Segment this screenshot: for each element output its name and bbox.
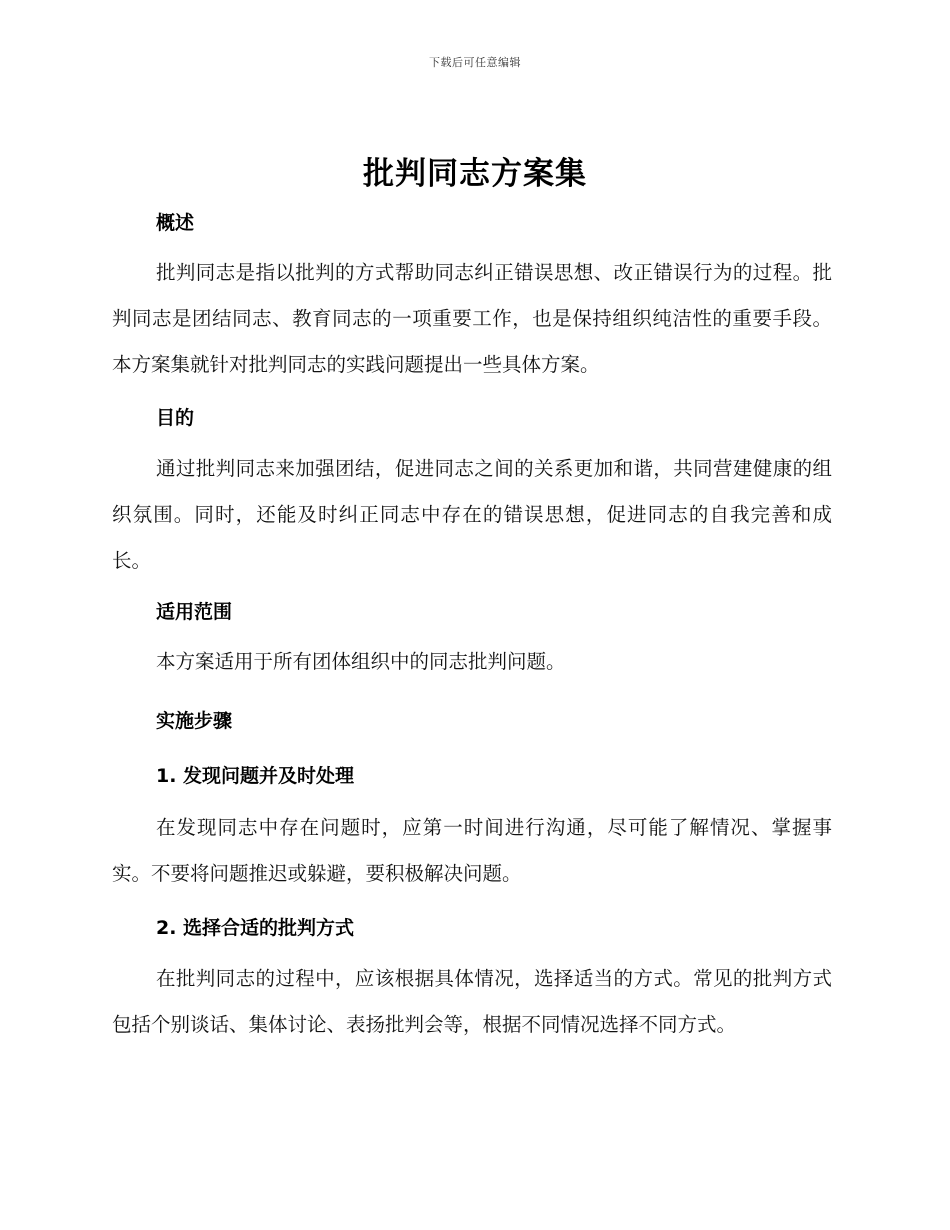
heading-purpose: 目的	[156, 407, 195, 429]
heading-steps: 实施步骤	[156, 710, 233, 732]
heading-step-1: 1. 发现问题并及时处理	[156, 765, 355, 787]
page-title: 批判同志方案集	[363, 156, 587, 192]
heading-overview: 概述	[156, 212, 195, 234]
header-note: 下载后可任意编辑	[429, 56, 521, 69]
paragraph-purpose: 通过批判同志来加强团结，促进同志之间的关系更加和谐，共同营建健康的组织氛围。同时，还能及时纠正同志中存在的错误思想，促进同志的自我完善和成长。	[112, 457, 832, 572]
heading-step-2: 2. 选择合适的批判方式	[156, 917, 355, 939]
paragraph-step-1: 在发现同志中存在问题时，应第一时间进行沟通，尽可能了解情况、掌握事实。不要将问题推迟或躲避，要积极解决问题。	[112, 816, 832, 885]
paragraph-step-2: 在批判同志的过程中，应该根据具体情况，选择适当的方式。常见的批判方式包括个别谈话、集体讨论、表扬批判会等，根据不同情况选择不同方式。	[112, 967, 832, 1036]
heading-scope: 适用范围	[156, 601, 233, 623]
paragraph-overview: 批判同志是指以批判的方式帮助同志纠正错误思想、改正错误行为的过程。批判同志是团结同志、教育同志的一项重要工作，也是保持组织纯洁性的重要手段。本方案集就针对批判同志的实践问题提出一些具体方案。	[112, 261, 832, 376]
paragraph-scope: 本方案适用于所有团体组织中的同志批判问题。	[156, 650, 566, 673]
